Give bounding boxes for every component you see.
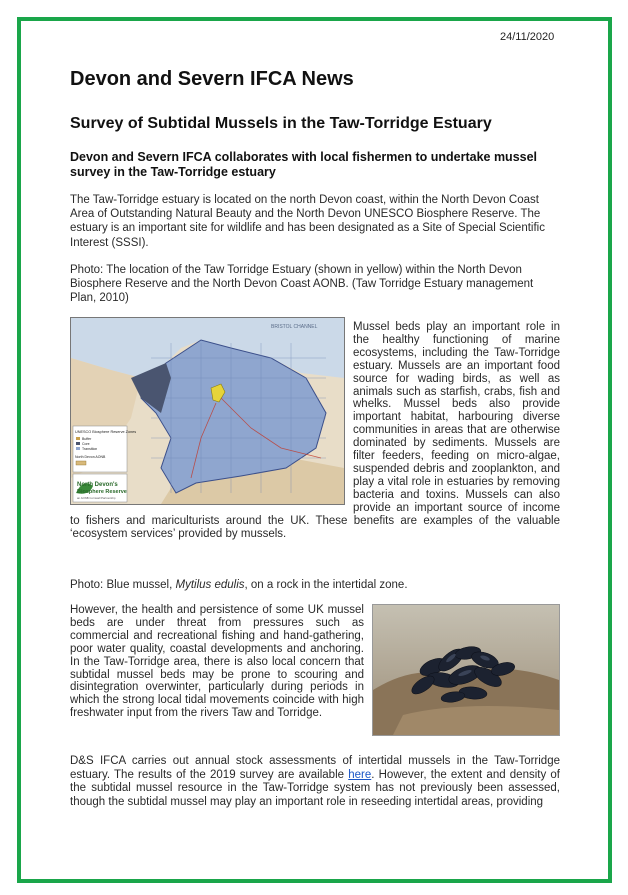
survey-text-pre: D&S IFCA carries out annual stock assessments of intertidal mussels in the Taw-Torridge estuary. The results of the 2019 survey are available [70,755,560,781]
survey-paragraph [70,755,560,809]
article-title: Survey of Subtidal Mussels in the Taw-Torridge Estuary [70,115,492,132]
logo-tagline: an AONB Cornwall Partnership [77,496,116,500]
caption-pre: Photo: Blue mussel, [70,579,176,591]
threats-paragraph: However, the health and persistence of some UK mussel beds are under threat from pressures such as commercial and recreational fishing and hand-gathering, poor water quality, coastal developments and anchoring. In the Taw-Torridge area, there is also local concern that subtidal mussel beds may be prone to scouring and disintegration overwinter, particularly during periods in which the strong local tidal movements coincide with high freshwater input from the rivers Taw and Torridge. [70,604,364,720]
mussel-beds-text: Mussel beds play an important role in the healthy functioning of marine ecosystems, including the Taw-Torridge estuary. Mussels are an important food source for wading birds, as well as animals such as starfish, crabs, fish and whelks. Mussel beds also provide important habitat, harbouring diverse communities in areas that are otherwise dominated by sediments. Mussels are filter feeders, feeding on micro-algae, suspended debris and zooplankton, and play a vital role in estuaries by removing bacteria and toxins. Mussels can also provide an important source of income to fishers and mariculturists around the UK. These benefits are examples of the valuable ‘ecosystem services’ provided by mussels. [70,321,560,540]
article-lead: Devon and Severn IFCA collaborates with local fishermen to undertake mussel survey in the Taw-Torridge estuary [70,150,538,179]
survey-text-post: . However, the extent and density of the subtidal mussel resource in the Taw-Torridge system has not previously been assessed, though the subtidal mussel may play an important role in reseeding intertidal areas, providing [70,768,560,808]
species-name: Mytilus edulis [175,579,245,591]
mussel-photo-caption [70,578,560,592]
map-caption: Photo: The location of the Taw Torridge Estuary (shown in yellow) within the North Devon Biosphere Reserve and the North Devon Coast AONB. (Taw Torridge Estuary management Plan, 2010) [70,264,534,305]
blue-mussel-photo [372,604,560,736]
survey-results-link[interactable]: here [348,768,372,781]
mussel-beds-paragraph [70,321,560,540]
publication-date: 24/11/2020 [500,31,555,43]
map-legend-title: UNESCO Biosphere Reserve Zones [75,430,137,434]
map-legend-aonb: North Devon AONB [75,455,106,459]
intro-paragraph: The Taw-Torridge estuary is located on the north Devon coast, within the North Devon Coast Area of Outstanding Natural Beauty and the North Devon UNESCO Biosphere Reserve. The estuary is an important site for wildlife and has been designated as a Site of Special Scientific Interest (SSSI). [70,194,545,249]
newsletter-title: Devon and Severn IFCA News [70,68,354,90]
sea-label: BRISTOL CHANNEL [271,324,318,330]
map-legend-transition: Transition [82,447,98,451]
map-legend-buffer: Buffer [82,437,92,441]
map-legend-core: Core [82,442,90,446]
logo-line2: Biosphere Reserve [77,489,127,495]
logo-line1: North Devon's [77,482,118,488]
caption-post: , on a rock in the intertidal zone. [244,579,408,591]
